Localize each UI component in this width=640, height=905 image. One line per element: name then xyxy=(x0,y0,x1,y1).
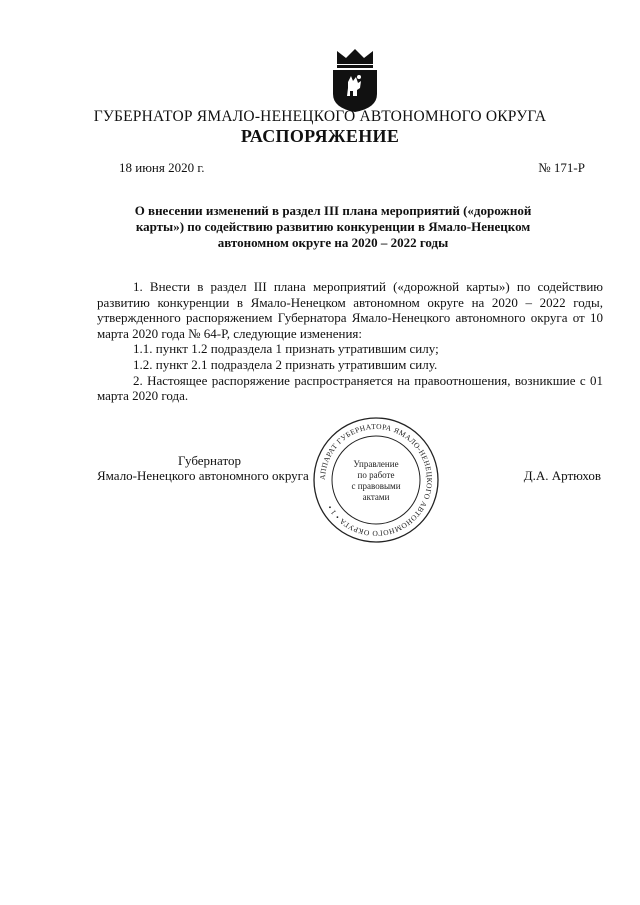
signatory-title-line1: Губернатор xyxy=(178,453,241,468)
document-body xyxy=(97,279,603,404)
signatory-name: Д.А. Артюхов xyxy=(523,468,601,483)
document-date: 18 июня 2020 г. xyxy=(119,160,205,175)
stamp-line-4: актами xyxy=(362,492,390,502)
signatory-title-line2: Ямало-Ненецкого автономного округа xyxy=(97,468,309,483)
official-stamp xyxy=(311,415,441,545)
document-subject: О внесении изменений в раздел III плана мероприятий («дорожной карты») по содействию развитию конкуренции в Ямало-Ненецком автономном округе на 2020 – 2022 годы xyxy=(134,203,532,250)
document-type: РАСПОРЯЖЕНИЕ xyxy=(240,126,400,146)
paragraph-1: 1. Внести в раздел III плана мероприятий («дорожной карты») по содействию развитию конкуренции в Ямало-Ненецком автономном округе на 2020 – 2022 годы, утвержденного распоряжением Губернатора Ямало-Ненецкого автономного округа от 10 марта 2020 года № 64-Р, следующие изменения: xyxy=(97,279,603,341)
paragraph-1-1: 1.1. пункт 1.2 подраздела 1 признать утратившим силу; xyxy=(133,341,439,357)
paragraph-2: 2. Настоящее распоряжение распространяется на правоотношения, возникшие с 01 марта 2020 года. xyxy=(97,372,603,404)
stamp-line-3: с правовыми xyxy=(351,481,401,491)
stamp-ring-text: АППАРАТ ГУБЕРНАТОРА ЯМАЛО-НЕНЕЦКОГО АВТОНОМНОГО ОКРУГА • 1 • xyxy=(317,421,435,539)
stamp-line-2: по работе xyxy=(357,470,395,480)
organization-title: ГУБЕРНАТОР ЯМАЛО-НЕНЕЦКОГО АВТОНОМНОГО ОКРУГА xyxy=(93,108,547,125)
stamp-line-1: Управление xyxy=(353,459,399,469)
document-number: № 171-Р xyxy=(538,160,585,175)
coat-of-arms-icon xyxy=(329,48,381,114)
paragraph-1-2: 1.2. пункт 2.1 подраздела 2 признать утратившим силу. xyxy=(133,356,438,372)
